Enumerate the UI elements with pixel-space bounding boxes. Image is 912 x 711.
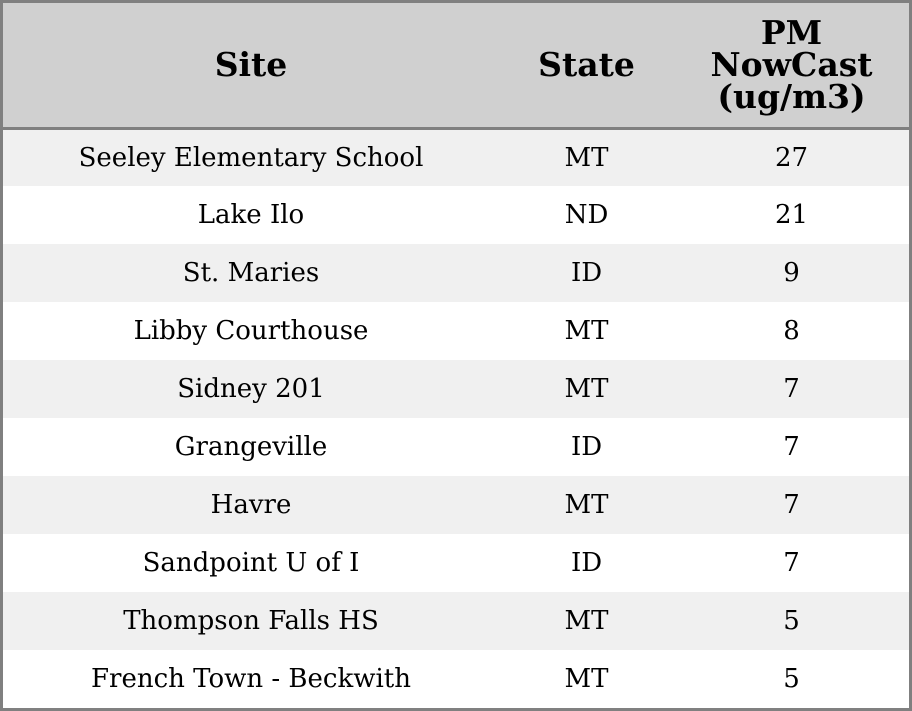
- table-row: [3, 592, 909, 650]
- pm-nowcast-table: [3, 3, 909, 707]
- pm-nowcast-cell: 8: [783, 316, 800, 346]
- table-row: [3, 244, 909, 302]
- state-cell: ND: [564, 200, 609, 230]
- state-cell: ID: [570, 432, 603, 462]
- state-cell: MT: [564, 606, 609, 636]
- pm-nowcast-cell: 21: [774, 200, 809, 230]
- header-state-line: State: [538, 44, 635, 84]
- header-pm-line-2: NowCast: [710, 44, 873, 84]
- state-cell: ID: [570, 548, 603, 578]
- pm-nowcast-cell: 7: [783, 374, 800, 404]
- site-cell: Sidney 201: [177, 374, 325, 404]
- site-cell: Libby Courthouse: [133, 316, 369, 346]
- site-cell: Thompson Falls HS: [123, 606, 379, 636]
- pm-nowcast-cell: 9: [783, 258, 800, 288]
- table-row: [3, 650, 909, 707]
- header-row: [3, 3, 909, 128]
- header-pm-line-1: PM: [760, 12, 823, 52]
- pm-nowcast-cell: 27: [774, 142, 809, 173]
- table-row: [3, 186, 909, 244]
- column-header-site: [3, 3, 499, 128]
- site-cell: Lake Ilo: [197, 200, 305, 230]
- state-cell: MT: [564, 374, 609, 404]
- table-body: [3, 128, 909, 707]
- table-row: [3, 128, 909, 186]
- table-row: [3, 418, 909, 476]
- state-cell: MT: [564, 490, 609, 520]
- pm-nowcast-cell: 5: [783, 663, 800, 694]
- pm-nowcast-cell: 7: [783, 432, 800, 462]
- table-row: [3, 476, 909, 534]
- column-header-pm-nowcast: [674, 3, 909, 128]
- site-cell: Grangeville: [174, 432, 328, 462]
- pm-nowcast-cell: 5: [783, 606, 800, 636]
- pm-nowcast-cell: 7: [783, 548, 800, 578]
- table-header: [3, 3, 909, 128]
- state-cell: ID: [570, 258, 603, 288]
- pm-nowcast-cell: 7: [783, 490, 800, 520]
- header-site-line: Site: [214, 44, 288, 84]
- header-pm-line-3: (ug/m3): [717, 76, 866, 116]
- site-cell: French Town - Beckwith: [90, 663, 412, 694]
- state-cell: MT: [564, 663, 609, 694]
- table-row: [3, 302, 909, 360]
- site-cell: St. Maries: [182, 258, 320, 288]
- table-row: [3, 360, 909, 418]
- state-cell: MT: [564, 316, 609, 346]
- site-cell: Sandpoint U of I: [142, 548, 360, 578]
- site-cell: Havre: [210, 490, 292, 520]
- table-row: [3, 534, 909, 592]
- state-cell: MT: [564, 142, 609, 173]
- column-header-state: [499, 3, 674, 128]
- site-cell: Seeley Elementary School: [78, 142, 424, 173]
